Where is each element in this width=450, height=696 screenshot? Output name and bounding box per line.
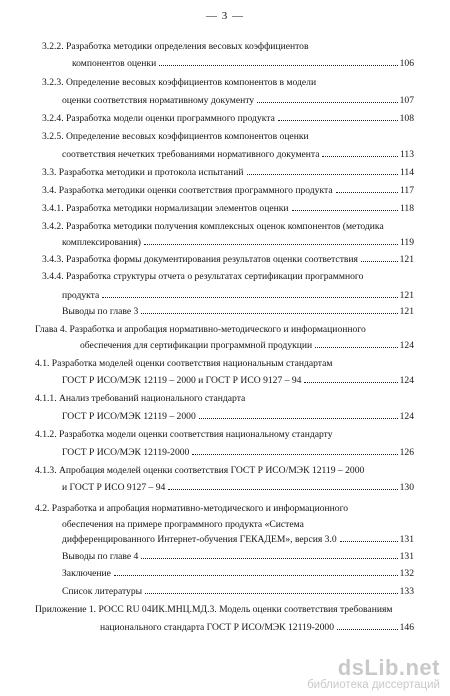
toc-entry-chapter3-conclusions [62, 306, 414, 318]
toc-entry-3-2-2-line1: 3.2.2. Разработка методики определения весовых коэффициентов [42, 41, 309, 52]
toc-entry-3-4-2-line2 [62, 237, 414, 249]
toc-entry-chapter4-line2 [80, 340, 414, 352]
toc-entry-appendix1-line1: Приложение 1. РОСС RU 04ИК.МНЦ.МД.3. Модель оценки соответствия требованиям [35, 604, 393, 615]
toc-entry-4-1-2-line2 [62, 447, 414, 459]
toc-page-number: 131 [399, 551, 414, 562]
toc-page-number: 124 [399, 340, 414, 351]
leader-dots [257, 102, 398, 103]
leader-dots [102, 297, 397, 298]
toc-page-number: 113 [399, 149, 414, 160]
toc-entry-3-2-5-line2 [62, 149, 414, 161]
toc-entry-title: 3.2.4. Разработка модели оценки программного продукта [42, 113, 275, 124]
leader-dots [159, 65, 397, 66]
toc-entry-4-1-3-line2 [62, 482, 414, 494]
leader-dots [114, 575, 398, 576]
toc-page-number: 124 [399, 411, 414, 422]
toc-entry-3-4-2-line1: 3.4.2. Разработка методики получения комплексных оценок компонентов (методика [42, 221, 384, 232]
toc-entry-3-4-4-line2 [62, 290, 414, 302]
toc-entry-title: Выводы по главе 4 [62, 551, 139, 562]
toc-entry-3-4-3 [42, 254, 414, 266]
toc-entry-4-2-line1: 4.2. Разработка и апробация нормативно-методического и информационного [35, 503, 349, 514]
toc-page-number: 146 [399, 622, 414, 633]
toc-page-number: 132 [399, 568, 414, 579]
leader-dots [247, 174, 398, 175]
toc-entry-4-1-2-line1: 4.1.2. Разработка модели оценки соответствия национальному стандарту [35, 429, 333, 440]
watermark-subtitle: библиотека диссертаций [307, 679, 440, 691]
toc-page-number: 119 [399, 237, 414, 248]
toc-entry-title: 3.4.1. Разработка методики нормализации элементов оценки [42, 203, 289, 214]
toc-entry-title: комплексирования) [62, 237, 141, 248]
toc-page-number: 131 [399, 534, 414, 545]
leader-dots [336, 192, 398, 193]
leader-dots [141, 313, 397, 314]
toc-entry-title: ГОСТ Р ИСО/МЭК 12119-2000 [62, 447, 190, 458]
toc-page-number: 107 [399, 95, 414, 106]
page-number: — 3 — [206, 10, 244, 22]
toc-entry-title: национального стандарта ГОСТ Р ИСО/МЭК 12119-2000 [100, 622, 334, 633]
leader-dots [340, 541, 398, 542]
leader-dots [144, 244, 398, 245]
leader-dots [141, 558, 397, 559]
toc-entry-4-1-1-line2 [62, 411, 414, 423]
toc-entry-4-1-line1: 4.1. Разработка моделей оценки соответствия национальным стандартам [35, 358, 333, 369]
leader-dots [278, 120, 398, 121]
toc-page-number: 117 [399, 185, 414, 196]
toc-page-number: 121 [399, 290, 414, 301]
toc-entry-3-2-4 [42, 113, 414, 125]
toc-entry-chapter4-conclusions [62, 551, 414, 563]
toc-entry-title: соответствия нечетких требованиями нормативного документа [62, 149, 320, 160]
toc-entry-title: компонентов оценки [72, 58, 157, 69]
toc-entry-title: ГОСТ Р ИСО/МЭК 12119 – 2000 [62, 411, 196, 422]
toc-entry-title: оценки соответствия нормативному документу [62, 95, 255, 106]
toc-entry-4-2-line3 [62, 534, 414, 546]
toc-entry-4-2-line2: обеспечения на примере программного продукта «Система [62, 519, 304, 530]
toc-page-number: 114 [399, 167, 414, 178]
leader-dots [168, 489, 397, 490]
toc-page-number: 126 [399, 447, 414, 458]
toc-page-number: 133 [399, 586, 414, 597]
toc-entry-3-3 [42, 167, 414, 179]
toc-entry-3-2-2-line2 [72, 58, 414, 70]
toc-entry-title: продукта [62, 290, 100, 301]
toc-entry-4-1-line2 [62, 375, 414, 387]
toc-entry-appendix1-line2 [100, 622, 414, 634]
leader-dots [192, 454, 397, 455]
toc-entry-conclusion [62, 568, 414, 580]
toc-entry-title: Выводы по главе 3 [62, 306, 139, 317]
toc-entry-chapter4-line1: Глава 4. Разработка и апробация нормативно-методического и информационного [35, 324, 366, 335]
toc-entry-4-1-1-line1: 4.1.1. Анализ требований национального стандарта [35, 393, 246, 404]
leader-dots [322, 156, 397, 157]
toc-entry-title: 3.3. Разработка методики и протокола испытаний [42, 167, 244, 178]
toc-page-number: 106 [399, 58, 414, 69]
toc-entry-3-4-4-line1: 3.4.4. Разработка структуры отчета о результатах сертификации программного [42, 271, 364, 282]
leader-dots [145, 593, 398, 594]
watermark-logo: dsLib.net [337, 655, 440, 680]
toc-page-number: 108 [399, 113, 414, 124]
toc-entry-3-2-3-line2 [62, 95, 414, 107]
toc-entry-title: 3.4. Разработка методики оценки соответствия программного продукта [42, 185, 333, 196]
toc-page-number: 124 [399, 375, 414, 386]
toc-page-number: 121 [399, 254, 414, 265]
toc-entry-title: обеспечения для сертификации программной продукции [80, 340, 313, 351]
toc-entry-references [62, 586, 414, 598]
toc-entry-title: и ГОСТ Р ИСО 9127 – 94 [62, 482, 166, 493]
leader-dots [337, 629, 398, 630]
toc-page-number: 130 [399, 482, 414, 493]
toc-entry-3-4 [42, 185, 414, 197]
toc-entry-3-2-5-line1: 3.2.5. Определение весовых коэффициентов компонентов оценки [42, 131, 309, 142]
toc-page-number: 118 [399, 203, 414, 214]
watermark [307, 657, 440, 692]
leader-dots [315, 347, 397, 348]
toc-entry-3-2-3-line1: 3.2.3. Определение весовых коэффициентов компонентов в модели [42, 77, 317, 88]
toc-entry-title: дифференцированного Интернет-обучения ГЕКАДЕМ», версия 3.0 [62, 534, 337, 545]
toc-entry-title: ГОСТ Р ИСО/МЭК 12119 – 2000 и ГОСТ Р ИСО 9127 – 94 [62, 375, 302, 386]
leader-dots [361, 261, 398, 262]
toc-entry-title: 3.4.3. Разработка формы документирования результатов оценки соответствия [42, 254, 358, 265]
leader-dots [199, 418, 398, 419]
toc-page-number: 121 [399, 306, 414, 317]
toc-entry-4-1-3-line1: 4.1.3. Апробация моделей оценки соответствия ГОСТ Р ИСО/МЭК 12119 – 2000 [35, 465, 365, 476]
toc-entry-title: Заключение [62, 568, 111, 579]
leader-dots [292, 210, 398, 211]
toc-entry-title: Список литературы [62, 586, 143, 597]
toc-entry-3-4-1 [42, 203, 414, 215]
leader-dots [304, 382, 397, 383]
